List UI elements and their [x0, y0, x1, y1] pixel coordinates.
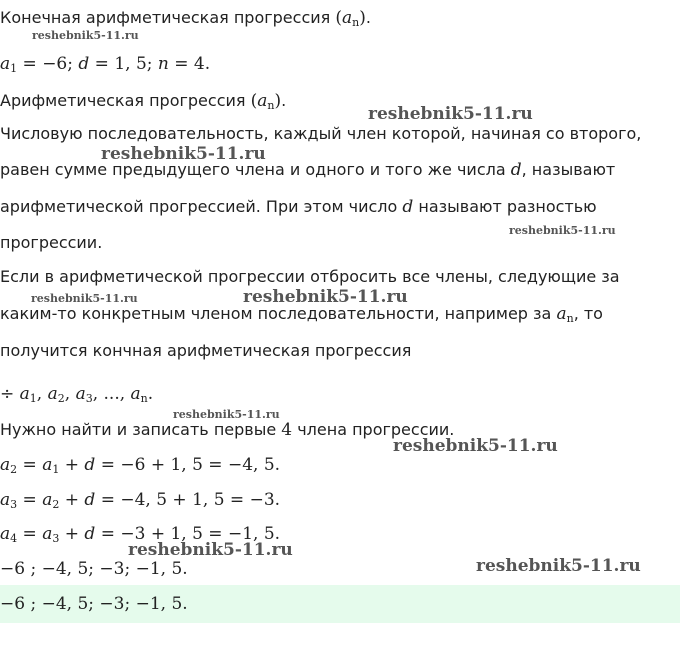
answer-text: −6 ; −4, 5; −3; −1, 5. [0, 594, 188, 614]
watermark: reshebnik5-11.ru [173, 408, 280, 421]
answer-box [0, 585, 680, 623]
title-text: Конечная арифметическая прогрессия [0, 8, 331, 27]
finite-line-2: каким-то конкретным членом последовательности, например за $a_n$, то [0, 304, 603, 325]
finite-line-1: Если в арифметической прогрессии отбросить все члены, следующие за [0, 267, 620, 286]
watermark: reshebnik5-11.ru [393, 436, 558, 456]
sequence-result: −6 ; −4, 5; −3; −1, 5. [0, 559, 188, 579]
watermark: reshebnik5-11.ru [368, 104, 533, 124]
watermark: reshebnik5-11.ru [476, 556, 641, 576]
watermark: reshebnik5-11.ru [32, 29, 139, 42]
watermark: reshebnik5-11.ru [101, 144, 266, 164]
finite-sequence: ÷ $a_1$, $a_2$, $a_3$, ..., $a_n$. [0, 384, 154, 405]
watermark: reshebnik5-11.ru [31, 292, 138, 305]
calc-row-1: $a_2 = a_1 + d = -6 + 1$, 5 = −4, 5. [0, 455, 281, 476]
title-math: $(a_n)$ [335, 8, 366, 29]
definition-line-3: арифметической прогрессией. При этом число d называют разностью [0, 197, 597, 217]
calc-row-3: $a_4 = a_3 + d = -3 + 1$, 5 = −1, 5. [0, 524, 281, 545]
definition-line-2: равен сумме предыдущего члена и одного и того же числа d, называют [0, 160, 616, 180]
title-line: Конечная арифметическая прогрессия $(a_n)$. [0, 8, 371, 29]
finite-line-3: получится кончная арифметическая прогрессия [0, 341, 412, 360]
watermark: reshebnik5-11.ru [243, 287, 408, 307]
watermark: reshebnik5-11.ru [128, 540, 293, 560]
task-line: Нужно найти и записать первые 4 члена прогрессии. [0, 420, 455, 440]
calc-row-2: $a_3 = a_2 + d = -4$, 5 + 1, 5 = −3. [0, 490, 281, 511]
definition-line-1: Числовую последовательность, каждый член которой, начиная со второго, [0, 124, 642, 143]
watermark: reshebnik5-11.ru [509, 224, 616, 237]
definition-line-4: прогрессии. [0, 233, 103, 252]
given-line: $a_1 = -6$; d = 1, 5; n = 4. [0, 54, 211, 75]
definition-heading: Арифметическая прогрессия $(a_n)$. [0, 91, 287, 112]
